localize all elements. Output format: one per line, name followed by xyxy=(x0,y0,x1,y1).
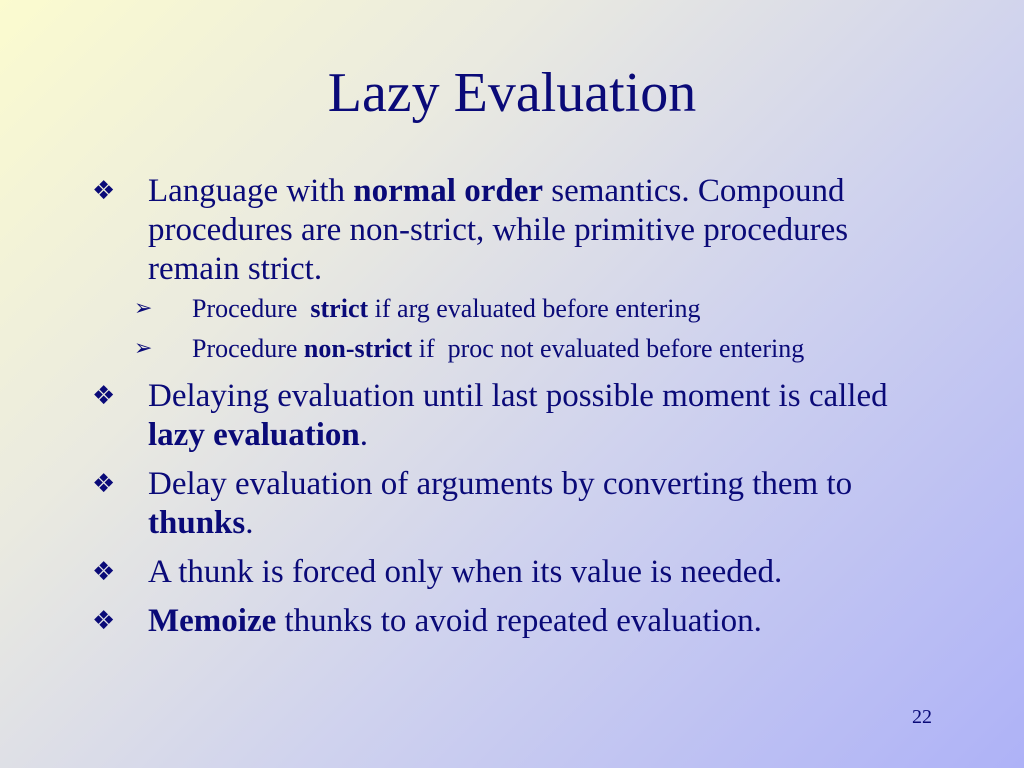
arrowhead-bullet-icon: ➢ xyxy=(134,336,153,361)
bullet-text-bold: Memoize xyxy=(148,603,277,639)
bullet-item xyxy=(0,465,1024,543)
sub-bullet-item xyxy=(0,293,1024,325)
bullet-text-bold: thunks xyxy=(148,505,246,541)
bullet-text-post: . xyxy=(359,417,368,453)
bullet-item xyxy=(0,602,1024,641)
sub-bullet-text-pre: Procedure xyxy=(192,334,304,363)
page-number: 22 xyxy=(912,706,932,728)
bullet-text-pre: Language with xyxy=(148,173,354,209)
four-diamond-bullet-icon: ❖ xyxy=(92,176,116,206)
bullet-text-pre: Delaying evaluation until last possible moment is called xyxy=(148,378,888,414)
bullet-text-post: semantics. Compound procedures are non-strict, while primitive procedures remain strict. xyxy=(148,173,849,287)
bullet-text-bold: lazy evaluation xyxy=(148,417,360,453)
bullet-item xyxy=(0,172,1024,289)
bullet-list xyxy=(0,172,1024,641)
sub-bullet-text-bold: non-strict xyxy=(303,334,413,363)
bullet-text-pre: Delay evaluation of arguments by converting them to xyxy=(148,466,853,502)
sub-bullet-text-post: if arg evaluated before entering xyxy=(368,294,701,323)
sub-bullet-text-post: if proc not evaluated before entering xyxy=(412,334,805,363)
bullet-text-post: . xyxy=(245,505,254,541)
bullet-item xyxy=(0,377,1024,455)
sub-bullet-text-pre: Procedure xyxy=(192,294,311,323)
bullet-text-bold: normal order xyxy=(353,173,543,209)
sub-bullet-text-bold: strict xyxy=(310,294,369,323)
bullet-text-pre: A thunk is forced only when its value is needed. xyxy=(148,554,783,590)
slide-title: Lazy Evaluation xyxy=(327,62,697,124)
arrowhead-bullet-icon: ➢ xyxy=(134,296,153,321)
bullet-text-post: thunks to avoid repeated evaluation. xyxy=(276,603,762,639)
four-diamond-bullet-icon: ❖ xyxy=(92,606,116,636)
four-diamond-bullet-icon: ❖ xyxy=(92,469,116,499)
sub-bullet-item xyxy=(0,333,1024,365)
four-diamond-bullet-icon: ❖ xyxy=(92,381,116,411)
four-diamond-bullet-icon: ❖ xyxy=(92,557,116,587)
bullet-item xyxy=(0,553,1024,592)
